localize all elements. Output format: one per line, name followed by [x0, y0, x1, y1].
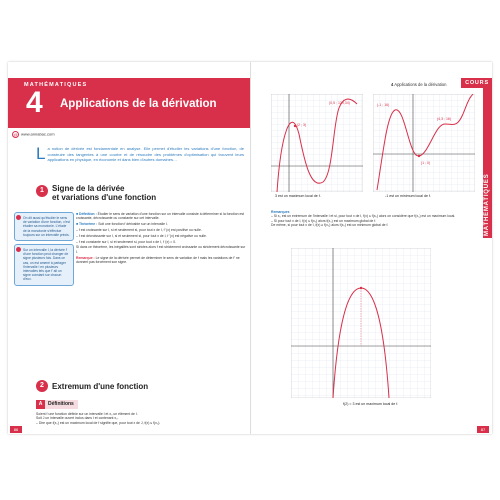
theorem-item: – f est décroissante sur I, si et seulement si, pour tout x de I, f '(x) est négative ou nulle.	[76, 233, 207, 238]
section-2-number: 2	[36, 380, 48, 392]
graph-minimum-local	[373, 94, 475, 192]
graph-3-caption: f(2) = 3 est un maximum local de f.	[343, 402, 399, 406]
theorem-item: – f est constante sur I, si et seulement si, pour tout x de I, f '(x) = 0.	[76, 239, 177, 244]
definition-body: Étudier le sens de variation d'une fonction sur un intervalle consiste à déterminer si la fonction est croissante, décroissante ou constante sur cet intervalle.	[76, 212, 244, 221]
remark-line: – Si x₀ est un extremum de l'intervalle I et si, pour tout x de I, f(x) ≤ f(x₀) alors on considère que f(x₀) est un maximum local.	[271, 214, 456, 219]
remark-paragraph	[76, 256, 246, 265]
subsection-letter: A	[36, 400, 45, 409]
section-tag: COURS	[461, 78, 492, 88]
site-link[interactable]	[12, 131, 55, 138]
book-spread	[8, 62, 492, 434]
page-number-left: 86	[10, 426, 22, 433]
graph-maximum-local	[271, 94, 363, 192]
right-page	[250, 62, 492, 434]
graph-1-caption: 3 est un maximum local de f.	[275, 194, 321, 198]
graph-2-grid	[373, 94, 475, 192]
subsection-a	[36, 400, 78, 409]
left-page	[8, 62, 250, 434]
definition-line: Soient f une fonction définie sur un intervalle I et x₀ un élément de I.	[36, 412, 138, 416]
subsection-title: Définitions	[48, 401, 74, 407]
graph-2-label-a: (-1 ; 16)	[377, 103, 390, 107]
theorem-head: ■ Théorème :	[76, 222, 98, 227]
definition-line: Soit J un intervalle ouvert inclus dans I et contenant x₀.	[36, 416, 119, 421]
tip-2-text: Sur un intervalle I, la dérivée f' d'une fonction peut changer de signe plusieurs fois. Dans ce cas, on est amené à partager l'intervalle I en plusieurs intervalles tels que f' ait un signe constant sur chacun d'eux.	[23, 248, 69, 282]
graph-2-label-b: (4,3 ; 16)	[437, 117, 452, 121]
remark-line: De même, si pour tout x de I, f(x) ≥ f(x₀) alors f(x₀) est un minimum global de f.	[271, 223, 389, 228]
remarks-head: Remarques	[271, 210, 290, 214]
definitions-body	[36, 412, 246, 425]
remark-body: Le signe de la dérivée permet de déterminer le sens de variation de f mais les variations de f' ne donnent pas forcément son signe.	[76, 255, 240, 264]
theorem-paragraph	[76, 222, 246, 226]
remarks-block	[271, 210, 476, 228]
chapter-title: Applications de la dérivation	[60, 98, 217, 110]
graph-1-label-a: (0,5 ; 129,34)	[329, 101, 350, 105]
info-icon	[16, 215, 21, 220]
running-head-title: Applications de la dérivation	[394, 82, 447, 87]
strict-note: Si dans ce théorème, les inégalités sont strictes alors f est strictement croissante ou strictement décroissante sur I.	[76, 245, 246, 254]
theorem-item: – f est croissante sur I, si et seulement si, pour tout x de I, f '(x) est positive ou nulle.	[76, 228, 202, 232]
section-2-title: Extremum d'une fonction	[52, 382, 149, 391]
graph-parabola	[291, 248, 431, 398]
subject-label: MATHÉMATIQUES	[24, 82, 88, 88]
graph-1-point-max	[294, 125, 296, 127]
web-icon: @	[13, 132, 18, 137]
intro-text: a notion de dérivée est fondamentale en analyse. Elle permet d'étudier les variations d'une fonction, de construire des tangentes à une courbe et de résoudre des problèmes d'optimisation qui trouvent leurs applications en physique, en économie et dans bien d'autres domaines…	[47, 146, 244, 163]
remark-line: – Si pour tout x de I, f(x) ≤ f(x₀) alors f(x₀) est un maximum global de f.	[271, 218, 377, 223]
remark-head: Remarque :	[76, 255, 95, 260]
tip-1-text: On dit aussi qu'étudier le sens de variation d'une fonction, c'est étudier sa monotonie. L'étude de la monotonie s'effectue toujours sur un intervalle précis.	[23, 216, 70, 237]
chapter-number: 4	[26, 86, 43, 119]
definition-head: ■ Définition :	[76, 212, 97, 216]
graph-2-caption: -1 est un minimum local de f.	[385, 194, 431, 198]
definition-paragraph	[76, 212, 246, 221]
tip-box-1	[14, 212, 74, 241]
graph-1-grid	[271, 94, 363, 192]
section-1-number: 1	[36, 185, 48, 197]
theorem-body: Soit une fonction f dérivable sur un intervalle I.	[98, 222, 168, 227]
running-head	[391, 82, 446, 87]
running-head-number: 4	[391, 82, 394, 87]
page-number-right: 87	[477, 426, 489, 433]
section-1-title-line2: et variations d'une fonction	[52, 193, 157, 202]
chapter-intro	[36, 146, 244, 163]
site-url: www.annabac.com	[21, 131, 55, 137]
section-1-title-line1: Signe de la dérivée	[52, 184, 125, 193]
graph-2-point-min	[418, 155, 420, 157]
section-1-body	[76, 212, 246, 266]
section-1-title	[52, 184, 156, 202]
graph-1-label-b: (2 ; 3)	[297, 123, 307, 127]
graph-2-label-c: (1 ; 0)	[421, 161, 431, 165]
side-tab	[483, 88, 492, 238]
drop-cap: L	[36, 144, 46, 163]
tip-box-2	[14, 244, 74, 286]
side-tab-label: MATHÉMATIQUES	[484, 173, 490, 236]
definition-line: – Dire que f(x₀) est un maximum local de f signifie que, pour tout x de J, f(x) ≤ f(x₀).	[36, 420, 161, 425]
info-icon	[16, 247, 21, 252]
